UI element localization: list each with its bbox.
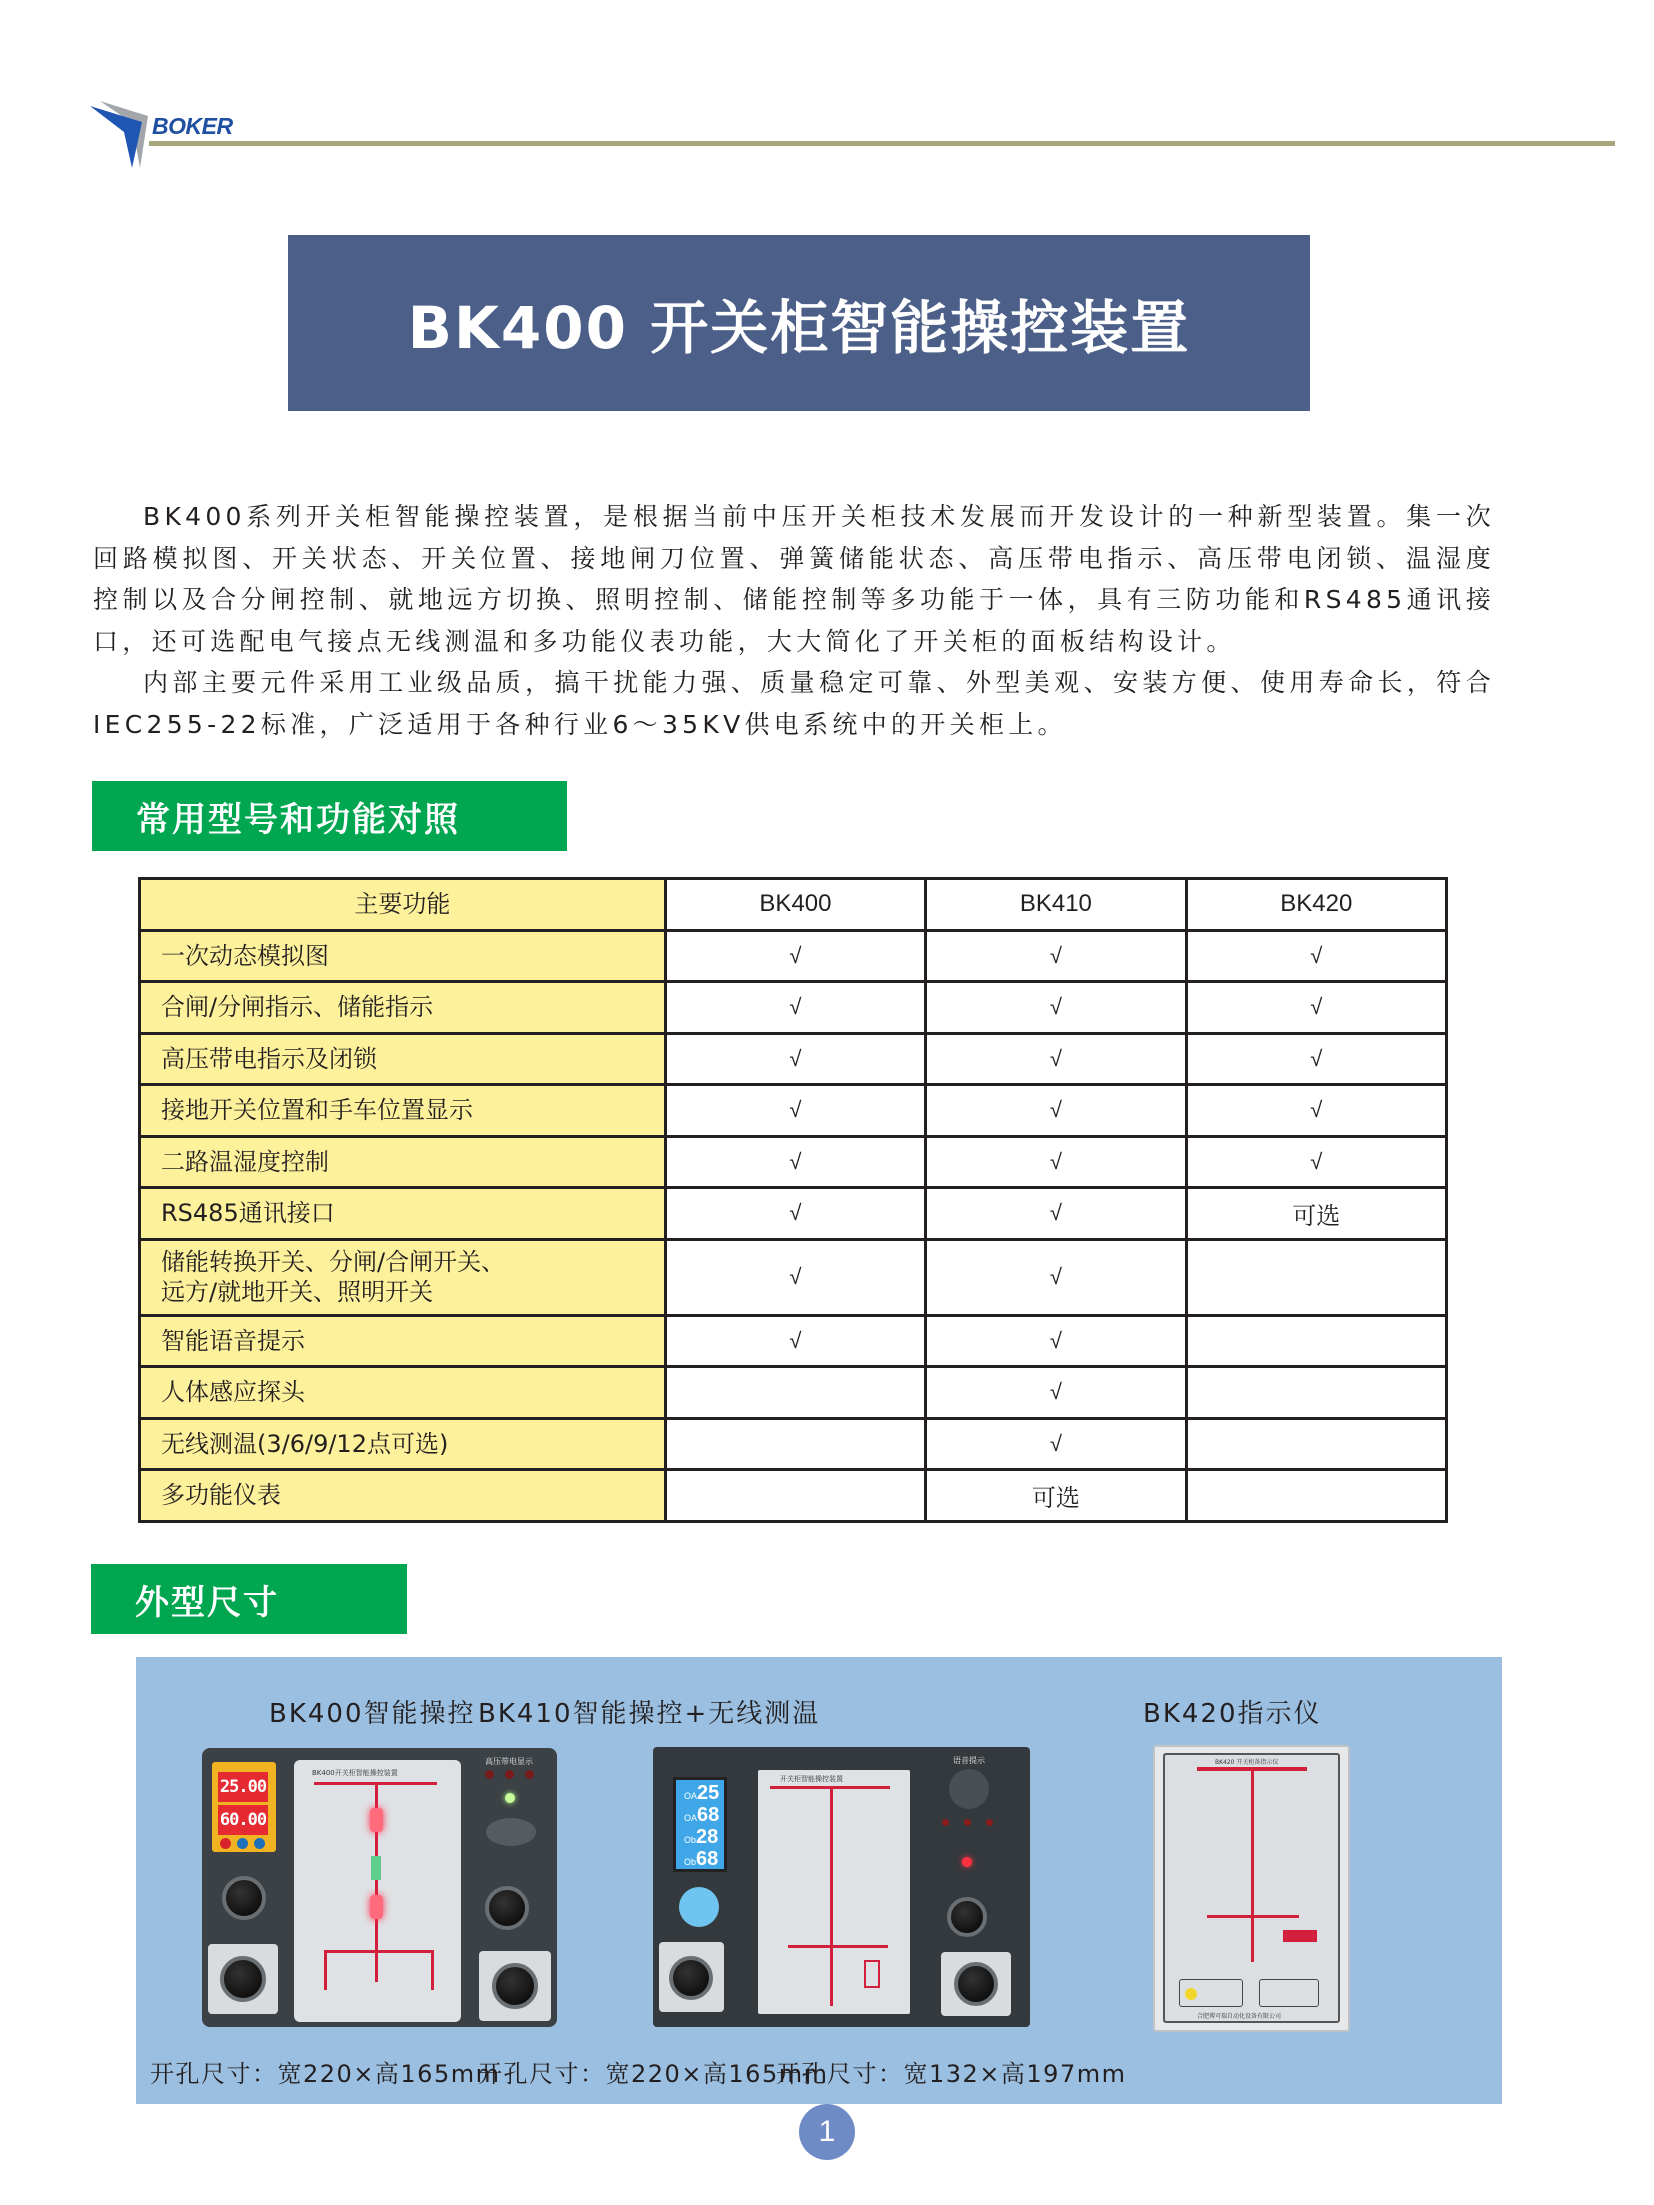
arrester-branch xyxy=(431,1950,434,1990)
bk410-cell: √ xyxy=(926,982,1186,1034)
temperature-controller xyxy=(212,1762,276,1852)
energy-storage-switch-knob[interactable] xyxy=(485,1886,529,1930)
dimensions-panel xyxy=(136,1657,1502,2104)
phase-b-led-icon xyxy=(964,1819,971,1826)
lcd-row xyxy=(684,1848,718,1871)
temperature-lcd xyxy=(673,1777,727,1872)
ground-bus xyxy=(1207,1915,1299,1918)
feature-cell: 一次动态模拟图 xyxy=(140,930,666,982)
section-title: 常用型号和功能对照 xyxy=(136,799,460,840)
energy-storage-switch-knob[interactable] xyxy=(947,1897,987,1937)
bk400-cell: √ xyxy=(665,1188,925,1240)
phase-c-led-icon xyxy=(986,1819,993,1826)
feature-cell: 二路温湿度控制 xyxy=(140,1136,666,1188)
page-number-badge: 1 xyxy=(799,2104,855,2160)
cart-position-indicator-icon xyxy=(370,1895,383,1919)
open-close-switch-knob[interactable] xyxy=(954,1962,998,2006)
ground-bus xyxy=(788,1945,888,1948)
phase-indicator-icon xyxy=(1283,1930,1317,1942)
boker-wing-logo-icon xyxy=(88,98,152,170)
feature-cell: 无线测温(3/6/9/12点可选) xyxy=(140,1418,666,1470)
table-row xyxy=(140,1085,1447,1137)
feature-cell: 高压带电指示及闭锁 xyxy=(140,1033,666,1085)
bk400-cell: √ xyxy=(665,1239,925,1315)
bk400-cell: √ xyxy=(665,1136,925,1188)
feeder-line xyxy=(1251,1767,1254,1962)
feature-comparison-table xyxy=(138,877,1448,1523)
page-title: BK400 开关柜智能操控装置 xyxy=(407,294,1191,362)
bk410-cell: √ xyxy=(926,930,1186,982)
bk410-cell: √ xyxy=(926,1033,1186,1085)
remote-local-switch-plate xyxy=(659,1942,724,2012)
feature-cell: 接地开关位置和手车位置显示 xyxy=(140,1085,666,1137)
lcd-label: Ob xyxy=(684,1857,697,1867)
bk420-cell: √ xyxy=(1186,1136,1446,1188)
bk400-cell xyxy=(665,1367,925,1419)
brand-name: BOKER xyxy=(152,113,233,139)
bk420-cell xyxy=(1186,1239,1446,1315)
breaker-closed-indicator-icon xyxy=(370,1808,383,1832)
bk410-cell: 可选 xyxy=(926,1470,1186,1522)
table-row xyxy=(140,1367,1447,1419)
header-divider xyxy=(149,141,1615,146)
table-row xyxy=(140,1418,1447,1470)
down-arrow-button-icon xyxy=(254,1838,265,1849)
phase-b-led-icon xyxy=(505,1770,514,1779)
open-close-switch-plate xyxy=(941,1952,1011,2016)
feature-cell xyxy=(140,1239,666,1315)
bk400-cell xyxy=(665,1418,925,1470)
lcd-value: 28 xyxy=(696,1826,719,1848)
section-title: 外型尺寸 xyxy=(135,1582,279,1623)
panel-label: BK400开关柜智能操控装置 xyxy=(312,1769,398,1777)
bk410-device-image xyxy=(653,1747,1030,2027)
table-row xyxy=(140,1188,1447,1240)
bk410-cell: √ xyxy=(926,1315,1186,1367)
arrester-icon xyxy=(864,1960,880,1988)
bk400-cell: √ xyxy=(665,982,925,1034)
table-row xyxy=(140,1315,1447,1367)
remote-local-switch-knob[interactable] xyxy=(220,1956,266,2002)
bk420-cell xyxy=(1186,1367,1446,1419)
bk420-cell: √ xyxy=(1186,982,1446,1034)
product-title-bk400: BK400智能操控 xyxy=(269,1699,476,1729)
bk420-cell xyxy=(1186,1418,1446,1470)
product-caption-bk400: 开孔尺寸：宽220×高165mm xyxy=(150,2060,501,2088)
ground-branch xyxy=(324,1950,327,1990)
feature-cell: 多功能仪表 xyxy=(140,1470,666,1522)
lcd-row xyxy=(684,1826,718,1849)
intro-paragraph: BK400系列开关柜智能操控装置，是根据当前中压开关柜技术发展而开发设计的一种新型装置。集一次回路模拟图、开关状态、开关位置、接地闸刀位置、弹簧储能状态、高压带电指示、高压带电闭锁、温湿度控制以及合分闸控制、就地远方切换、照明控制、储能控制等多功能于一体，具有三防功能和RS485通讯接口，还可选配电气接点无线测温和多功能仪表功能，大大简化了开关柜的面板结构设计。 xyxy=(93,502,1495,656)
bk410-cell: √ xyxy=(926,1239,1186,1315)
panel-label: BK420 开关柜备指示仪 xyxy=(1215,1759,1279,1766)
open-close-switch-knob[interactable] xyxy=(492,1963,538,2009)
bk400-cell: √ xyxy=(665,930,925,982)
lighting-switch-knob[interactable] xyxy=(222,1876,266,1920)
feature-cell: 人体感应探头 xyxy=(140,1367,666,1419)
table-row xyxy=(140,1239,1447,1315)
column-header-bk400: BK400 xyxy=(665,879,925,931)
temperature-display: 25.00 xyxy=(218,1772,268,1802)
table-row xyxy=(140,982,1447,1034)
column-header-bk420: BK420 xyxy=(1186,879,1446,931)
feature-cell: 合闸/分闸指示、储能指示 xyxy=(140,982,666,1034)
lock-release-led-icon xyxy=(962,1857,972,1867)
section-header-models xyxy=(92,781,567,851)
remote-local-switch-knob[interactable] xyxy=(669,1956,713,2000)
product-title-bk410: BK410智能操控+无线测温 xyxy=(478,1699,821,1729)
lcd-row xyxy=(684,1804,718,1827)
lcd-row xyxy=(684,1782,718,1805)
lcd-label: OA xyxy=(684,1813,698,1823)
voice-prompt-label: 语音提示 xyxy=(953,1756,985,1765)
bk410-cell: √ xyxy=(926,1085,1186,1137)
bk400-cell: √ xyxy=(665,1033,925,1085)
remote-local-switch-plate xyxy=(208,1944,278,2014)
lcd-value: 68 xyxy=(696,1848,719,1870)
panel-label: 开关柜智能操控装置 xyxy=(780,1775,843,1783)
set-button-icon xyxy=(220,1838,231,1849)
bk400-cell: √ xyxy=(665,1315,925,1367)
table-row xyxy=(140,1033,1447,1085)
phase-a-led-icon xyxy=(485,1770,494,1779)
bk400-cell: √ xyxy=(665,1085,925,1137)
lcd-label: Ob xyxy=(684,1835,697,1845)
table-row xyxy=(140,1470,1447,1522)
bk420-cell: √ xyxy=(1186,930,1446,982)
ground-bus xyxy=(324,1950,434,1953)
bk420-cell: √ xyxy=(1186,1033,1446,1085)
manufacturer-label: 合肥博可瑞自动化设备有限公司 xyxy=(1197,2013,1282,2020)
table-row xyxy=(140,1136,1447,1188)
phase-a-led-icon xyxy=(942,1819,949,1826)
bk420-cell: √ xyxy=(1186,1085,1446,1137)
title-banner xyxy=(288,235,1310,411)
hv-indicator-label: 高压带电显示 xyxy=(485,1757,533,1766)
lcd-value: 68 xyxy=(697,1804,720,1826)
feeder-line xyxy=(830,1786,833,2006)
bk400-device-image xyxy=(202,1748,557,2027)
bk410-cell: √ xyxy=(926,1136,1186,1188)
column-header-bk410: BK410 xyxy=(926,879,1186,931)
table-header-row xyxy=(140,879,1447,931)
mimic-diagram-panel xyxy=(294,1760,461,2022)
humidity-display: 60.00 xyxy=(218,1805,268,1835)
speaker-grille-icon xyxy=(949,1769,989,1809)
mimic-diagram-panel xyxy=(1163,1753,1340,2023)
reset-button-icon[interactable] xyxy=(1185,1988,1197,2000)
speaker-grille-icon xyxy=(486,1818,536,1846)
bk410-cell: √ xyxy=(926,1188,1186,1240)
indicator-box xyxy=(1259,1979,1319,2007)
bk420-device-image xyxy=(1153,1745,1350,2032)
intro-text xyxy=(93,496,1495,745)
bk400-cell xyxy=(665,1470,925,1522)
bk410-cell: √ xyxy=(926,1418,1186,1470)
table-row xyxy=(140,930,1447,982)
feature-line: 远方/就地开关、照明开关 xyxy=(161,1278,434,1306)
section-header-dimensions xyxy=(91,1564,407,1634)
lock-status-led-icon xyxy=(505,1793,515,1803)
feature-cell: 智能语音提示 xyxy=(140,1315,666,1367)
column-header-feature: 主要功能 xyxy=(140,879,666,931)
product-caption-bk410: 开孔尺寸：宽220×高165mm xyxy=(478,2060,829,2088)
feature-line: 储能转换开关、分闸/合闸开关、 xyxy=(161,1248,506,1276)
open-close-switch-plate xyxy=(479,1951,551,2021)
product-caption-bk420: 开孔尺寸：宽132×高197mm xyxy=(776,2060,1127,2088)
intro-paragraph: 内部主要元件采用工业级品质，搞干扰能力强、质量稳定可靠、外型美观、安装方便、使用寿命长，符合IEC255-22标准，广泛适用于各种行业6～35KV供电系统中的开关柜上。 xyxy=(93,668,1495,739)
mimic-diagram-panel xyxy=(758,1770,910,2014)
control-box xyxy=(1179,1979,1243,2007)
lcd-value: 25 xyxy=(697,1782,720,1804)
bk420-cell: 可选 xyxy=(1186,1188,1446,1240)
up-arrow-button-icon xyxy=(237,1838,248,1849)
bk410-cell: √ xyxy=(926,1367,1186,1419)
phase-c-led-icon xyxy=(525,1770,534,1779)
lcd-label: OA xyxy=(684,1791,698,1801)
disconnector-indicator-icon xyxy=(371,1856,381,1880)
bk420-cell xyxy=(1186,1470,1446,1522)
product-title-bk420: BK420指示仪 xyxy=(1143,1699,1322,1729)
navigation-keypad-icon[interactable] xyxy=(679,1887,719,1927)
feature-cell: RS485通讯接口 xyxy=(140,1188,666,1240)
bk420-cell xyxy=(1186,1315,1446,1367)
